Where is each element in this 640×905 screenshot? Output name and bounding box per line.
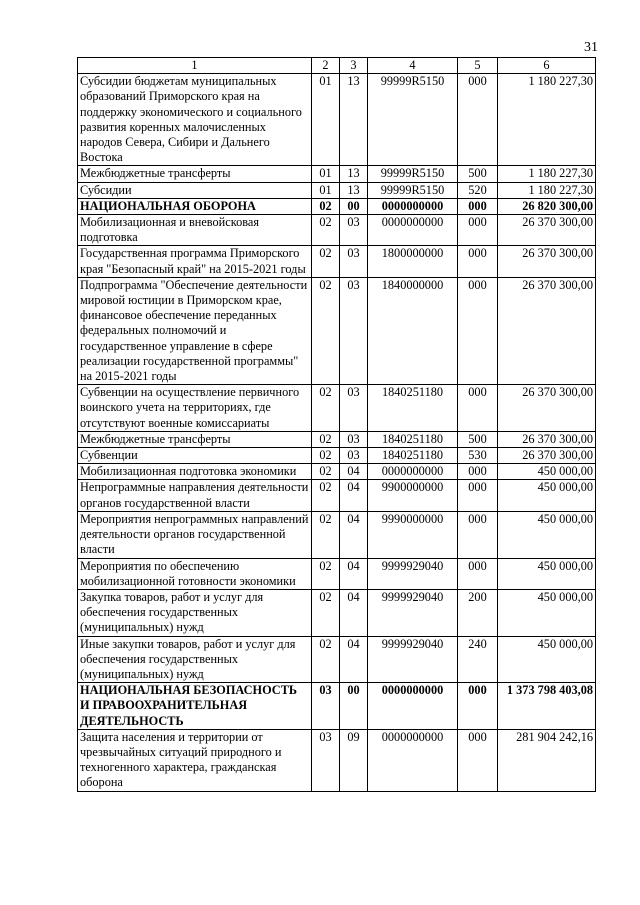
table-row: [78, 511, 596, 558]
header-col-5: 5: [458, 58, 498, 74]
table-row: [78, 246, 596, 277]
row-section-code: 02: [312, 385, 340, 432]
header-row: [78, 58, 596, 74]
row-amount: 1 180 227,30: [498, 182, 596, 198]
row-name: Межбюджетные трансферты: [78, 166, 312, 182]
row-expense-type: 530: [458, 448, 498, 464]
row-expense-type: 000: [458, 198, 498, 214]
row-subsection-code: 03: [340, 246, 368, 277]
page-number: 31: [584, 40, 598, 55]
table-row: [78, 636, 596, 683]
row-expense-type: 000: [458, 683, 498, 730]
row-amount: 450 000,00: [498, 511, 596, 558]
row-name: Закупка товаров, работ и услуг для обеспечения государственных (муниципальных) нужд: [78, 589, 312, 636]
row-target-article: 99999R5150: [368, 166, 458, 182]
row-target-article: 0000000000: [368, 729, 458, 791]
row-section-code: 02: [312, 277, 340, 384]
row-target-article: 1800000000: [368, 246, 458, 277]
row-amount: 26 370 300,00: [498, 448, 596, 464]
row-subsection-code: 13: [340, 182, 368, 198]
row-section-code: 02: [312, 511, 340, 558]
table-row: [78, 431, 596, 447]
row-expense-type: 500: [458, 431, 498, 447]
row-target-article: 9900000000: [368, 480, 458, 511]
row-amount: 26 370 300,00: [498, 277, 596, 384]
table-row: [78, 198, 596, 214]
table-row: [78, 215, 596, 246]
row-section-code: 02: [312, 464, 340, 480]
row-name: Субвенции на осуществление первичного воинского учета на территориях, где отсутствуют военные комиссариаты: [78, 385, 312, 432]
row-expense-type: 520: [458, 182, 498, 198]
table-row: [78, 558, 596, 589]
row-subsection-code: 04: [340, 636, 368, 683]
row-expense-type: 000: [458, 464, 498, 480]
row-subsection-code: 03: [340, 215, 368, 246]
row-section-code: 02: [312, 480, 340, 511]
table-row: [78, 683, 596, 730]
table-row: [78, 480, 596, 511]
row-amount: 26 820 300,00: [498, 198, 596, 214]
row-target-article: 9990000000: [368, 511, 458, 558]
row-name: Непрограммные направления деятельности органов государственной власти: [78, 480, 312, 511]
header-col-3: 3: [340, 58, 368, 74]
row-target-article: 1840251180: [368, 431, 458, 447]
table-row: [78, 729, 596, 791]
row-target-article: 9999929040: [368, 558, 458, 589]
row-expense-type: 000: [458, 246, 498, 277]
row-name: Межбюджетные трансферты: [78, 431, 312, 447]
row-subsection-code: 03: [340, 431, 368, 447]
row-subsection-code: 04: [340, 480, 368, 511]
row-subsection-code: 00: [340, 683, 368, 730]
row-section-code: 01: [312, 182, 340, 198]
row-subsection-code: 13: [340, 166, 368, 182]
row-target-article: 0000000000: [368, 683, 458, 730]
row-section-code: 02: [312, 198, 340, 214]
row-subsection-code: 04: [340, 511, 368, 558]
row-subsection-code: 04: [340, 589, 368, 636]
row-target-article: 0000000000: [368, 198, 458, 214]
row-amount: 450 000,00: [498, 480, 596, 511]
row-subsection-code: 00: [340, 198, 368, 214]
row-expense-type: 000: [458, 385, 498, 432]
row-amount: 26 370 300,00: [498, 385, 596, 432]
row-target-article: 1840251180: [368, 448, 458, 464]
table-row: [78, 74, 596, 166]
row-target-article: 9999929040: [368, 636, 458, 683]
header-col-2: 2: [312, 58, 340, 74]
row-section-code: 03: [312, 683, 340, 730]
row-expense-type: 200: [458, 589, 498, 636]
row-target-article: 99999R5150: [368, 74, 458, 166]
row-target-article: 1840000000: [368, 277, 458, 384]
row-name: Защита населения и территории от чрезвычайных ситуаций природного и техногенного характера, гражданская оборона: [78, 729, 312, 791]
row-amount: 450 000,00: [498, 636, 596, 683]
row-expense-type: 000: [458, 277, 498, 384]
row-section-code: 01: [312, 166, 340, 182]
row-name: Субсидии: [78, 182, 312, 198]
row-amount: 26 370 300,00: [498, 246, 596, 277]
row-section-code: 01: [312, 74, 340, 166]
row-expense-type: 500: [458, 166, 498, 182]
row-section-code: 02: [312, 636, 340, 683]
row-section-code: 02: [312, 558, 340, 589]
row-target-article: 0000000000: [368, 464, 458, 480]
row-name: Государственная программа Приморского края "Безопасный край" на 2015-2021 годы: [78, 246, 312, 277]
row-amount: 450 000,00: [498, 589, 596, 636]
budget-table: [77, 57, 596, 792]
row-amount: 26 370 300,00: [498, 215, 596, 246]
header-col-6: 6: [498, 58, 596, 74]
header-col-4: 4: [368, 58, 458, 74]
row-name: Субсидии бюджетам муниципальных образований Приморского края на поддержку экономического и социального развития коренных малочисленных народов Севера, Сибири и Дальнего Востока: [78, 74, 312, 166]
row-section-code: 02: [312, 215, 340, 246]
row-expense-type: 000: [458, 74, 498, 166]
table-row: [78, 589, 596, 636]
row-name: НАЦИОНАЛЬНАЯ ОБОРОНА: [78, 198, 312, 214]
row-name: Мобилизационная подготовка экономики: [78, 464, 312, 480]
row-subsection-code: 04: [340, 464, 368, 480]
row-section-code: 02: [312, 431, 340, 447]
table-row: [78, 277, 596, 384]
row-amount: 1 180 227,30: [498, 166, 596, 182]
table-row: [78, 166, 596, 182]
table-row: [78, 448, 596, 464]
row-amount: 1 180 227,30: [498, 74, 596, 166]
row-subsection-code: 04: [340, 558, 368, 589]
row-name: Мобилизационная и вневойсковая подготовка: [78, 215, 312, 246]
row-expense-type: 000: [458, 729, 498, 791]
row-name: Подпрограмма "Обеспечение деятельности мировой юстиции в Приморском крае, финансовое обеспечение переданных федеральных полномочий и государственное управление в сфере реализации государственной программы" на 2015-2021 годы: [78, 277, 312, 384]
row-name: Иные закупки товаров, работ и услуг для обеспечения государственных (муниципальных) нужд: [78, 636, 312, 683]
row-target-article: 1840251180: [368, 385, 458, 432]
row-expense-type: 000: [458, 558, 498, 589]
row-amount: 450 000,00: [498, 464, 596, 480]
row-amount: 1 373 798 403,08: [498, 683, 596, 730]
row-subsection-code: 13: [340, 74, 368, 166]
row-subsection-code: 09: [340, 729, 368, 791]
row-amount: 450 000,00: [498, 558, 596, 589]
row-expense-type: 000: [458, 480, 498, 511]
table-row: [78, 182, 596, 198]
row-target-article: 9999929040: [368, 589, 458, 636]
row-expense-type: 000: [458, 511, 498, 558]
row-subsection-code: 03: [340, 385, 368, 432]
row-target-article: 0000000000: [368, 215, 458, 246]
table-row: [78, 385, 596, 432]
row-expense-type: 000: [458, 215, 498, 246]
row-expense-type: 240: [458, 636, 498, 683]
row-name: Мероприятия по обеспечению мобилизационной готовности экономики: [78, 558, 312, 589]
row-name: Субвенции: [78, 448, 312, 464]
row-target-article: 99999R5150: [368, 182, 458, 198]
row-subsection-code: 03: [340, 448, 368, 464]
row-name: НАЦИОНАЛЬНАЯ БЕЗОПАСНОСТЬ И ПРАВООХРАНИТЕЛЬНАЯ ДЕЯТЕЛЬНОСТЬ: [78, 683, 312, 730]
row-amount: 281 904 242,16: [498, 729, 596, 791]
row-section-code: 03: [312, 729, 340, 791]
row-amount: 26 370 300,00: [498, 431, 596, 447]
table-row: [78, 464, 596, 480]
row-section-code: 02: [312, 448, 340, 464]
row-section-code: 02: [312, 589, 340, 636]
row-name: Мероприятия непрограммных направлений деятельности органов государственной власти: [78, 511, 312, 558]
header-col-1: 1: [78, 58, 312, 74]
row-subsection-code: 03: [340, 277, 368, 384]
row-section-code: 02: [312, 246, 340, 277]
